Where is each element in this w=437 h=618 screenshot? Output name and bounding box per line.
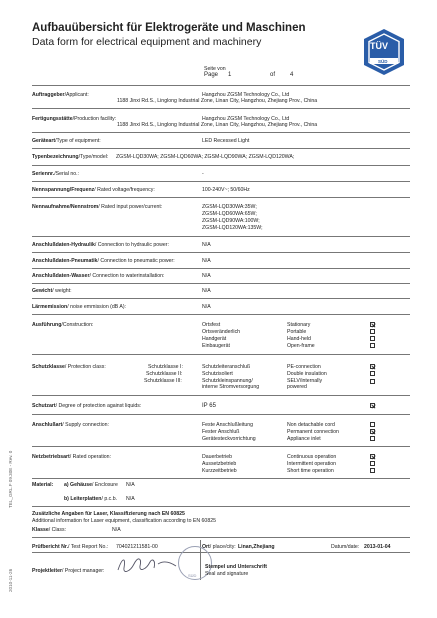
page-number: 1 (228, 72, 232, 78)
supply-label: Anschlußart/ Supply connection: (32, 422, 109, 428)
construction-de-2: Ortsveränderlich (202, 329, 241, 335)
construction-en-1: Stationary (287, 322, 311, 328)
divider (32, 108, 410, 109)
material-enclosure-label: a) Gehäuse/ Enclosure (64, 482, 118, 488)
document-title-de: Aufbauübersicht für Elektrogeräte und Maschinen (32, 22, 306, 34)
weight-label: Gewicht/ weight: (32, 288, 72, 294)
applicant-address: 1188 Jinxi Rd.S., Linglong Industrial Zone, Linan City, Hangzhou, Zhejiang Prov., China (117, 98, 318, 104)
supply-en-3: Appliance inlet (287, 436, 321, 442)
side-form-date: 2010-11-26 (8, 568, 13, 592)
power-line-1: ZGSM-LQD30WA:35W; (202, 204, 257, 210)
checkbox-appliance-inlet[interactable] (370, 436, 375, 441)
facility-name: Hangzhou ZGSM Technology Co., Ltd (202, 116, 290, 122)
power-line-3: ZGSM-LQD90WA:100W; (202, 218, 260, 224)
divider (32, 414, 410, 415)
operation-de-3: Kurzzeitbetrieb (202, 468, 237, 474)
protection-de-3: Schutzkleinspannung/ (202, 378, 253, 384)
divider (32, 283, 410, 284)
checkbox-open-frame[interactable] (370, 343, 375, 348)
voltage-value: 100-240V~; 50/60Hz (202, 187, 250, 193)
divider (32, 395, 410, 396)
protection-class-2: Schutzklasse II: (146, 371, 183, 377)
logo-text-tuv: TÜV (370, 41, 388, 51)
logo-text-sud: SÜD (378, 58, 388, 64)
weight-value: N/A (202, 288, 211, 294)
divider (32, 181, 410, 182)
construction-en-4: Open-frame (287, 343, 315, 349)
construction-label: Ausführung/Construction: (32, 322, 94, 328)
pneumatic-label: Anschlußdaten-Pneumatik/ Connection to pneumatic power: (32, 258, 175, 264)
noise-value: N/A (202, 304, 211, 310)
protection-en-2: Double insulation (287, 371, 327, 377)
page-of-label: of (270, 72, 276, 78)
supply-de-1: Feste Anschlußleitung (202, 422, 254, 428)
stamp-text: SÜD (188, 573, 197, 578)
equipment-value: LED Recessed Light (202, 138, 250, 144)
checkbox-short-time-operation[interactable] (370, 468, 375, 473)
divider (32, 252, 410, 253)
protection-class-3: Schutzklasse III: (144, 378, 182, 384)
water-value: N/A (202, 273, 211, 279)
side-form-code: TEL_GRL.F 09.30E - Rev. 0 (8, 450, 13, 508)
facility-label: Fertigungsstätte/Production facility: (32, 116, 117, 122)
power-label: Nennaufnahme/Nennstrom/ Rated input power/current: (32, 204, 163, 210)
divider (32, 148, 410, 149)
noise-label: Lärmemission/ noise emmission (dB A): (32, 304, 126, 310)
page-seite-von: Seite von (204, 66, 226, 72)
divider (32, 552, 410, 553)
supply-de-3: Gerätesteckvorrichtung (202, 436, 256, 442)
page-total: 4 (290, 72, 294, 78)
date-label: Datum/date: (331, 544, 360, 550)
checkbox-pe-connection[interactable] (370, 364, 375, 369)
hydraulic-label: Anschlußdaten-Hydraulik/ Connection to hydraulic power: (32, 242, 169, 248)
protection-en-1: PE-connection (287, 364, 321, 370)
supply-de-2: Fester Anschluß (202, 429, 240, 435)
document-title-en: Data form for electrical equipment and machinery (32, 36, 262, 48)
equipment-label: Geräteart/Type of equipment: (32, 138, 101, 144)
divider (32, 314, 410, 315)
material-pcb-label: b) Leiterplatten/ p.c.b. (64, 496, 118, 502)
model-value: ZGSM-LQD30WA; ZGSM-LQD60WA; ZGSM-LQD90WA; ZGSM-LQD120WA; (116, 154, 295, 160)
laser-class-value: N/A (112, 527, 121, 533)
operation-en-3: Short time operation (287, 468, 334, 474)
construction-en-3: Hand-held (287, 336, 311, 342)
voltage-label: Nennspannung/Frequenz/ Rated voltage/frequency: (32, 187, 155, 193)
divider (32, 236, 410, 237)
checkbox-hand-held[interactable] (370, 336, 375, 341)
stamp-label-en: Seal and signature (205, 571, 249, 577)
report-number: 704021211581-00 (116, 544, 158, 550)
material-enclosure-value: N/A (126, 482, 135, 488)
protection-de-3b: interne Stromversorgung (202, 384, 260, 390)
checkbox-intermittent-operation[interactable] (370, 461, 375, 466)
divider (32, 537, 410, 538)
place-label: Ort/ place/city: (202, 544, 236, 550)
hydraulic-value: N/A (202, 242, 211, 248)
serial-value: - (202, 171, 204, 177)
checkbox-ip[interactable] (370, 403, 375, 408)
laser-title: Zusätzliche Angaben für Laser, Klassifizierung nach EN 60825 (32, 511, 185, 517)
place-value: Linan,Zhejiang (238, 544, 275, 550)
material-label: Material: (32, 482, 54, 488)
divider (32, 354, 410, 355)
checkbox-portable[interactable] (370, 329, 375, 334)
construction-de-4: Einbaugerät (202, 343, 230, 349)
date-value: 2013-01-04 (364, 544, 391, 550)
ip-label: Schutzart/ Degree of protection against liquids: (32, 403, 142, 409)
operation-de-2: Aussetzbetrieb (202, 461, 237, 467)
power-line-4: ZGSM-LQD120WA:135W; (202, 225, 263, 231)
protection-de-2: Schutzisoliert (202, 371, 233, 377)
divider (32, 268, 410, 269)
supply-en-1: Non detachable cord (287, 422, 335, 428)
stamp-label-de: Stempel und Unterschrift (205, 564, 267, 570)
construction-de-3: Handgerät (202, 336, 227, 342)
project-manager-label: Projektleiter/ Project manager: (32, 568, 105, 574)
report-label: Prüfbericht Nr./ Test Report No.: (32, 544, 109, 550)
checkbox-double-insulation[interactable] (370, 371, 375, 376)
divider (32, 298, 410, 299)
checkbox-selv[interactable] (370, 379, 375, 384)
construction-de-1: Ortsfest (202, 322, 221, 328)
power-line-2: ZGSM-LQD60WA:65W; (202, 211, 257, 217)
laser-subtitle: Additional information for Laser equipment, classification according to EN 60825 (32, 518, 216, 524)
divider (32, 506, 410, 507)
model-label: Typenbezeichnung/Type/model: (32, 154, 109, 160)
divider (32, 165, 410, 166)
operation-de-1: Dauerbetrieb (202, 454, 232, 460)
ip-value: IP 65 (202, 403, 216, 409)
checkbox-stationary[interactable] (370, 322, 375, 327)
applicant-name: Hangzhou ZGSM Technology Co., Ltd (202, 92, 290, 98)
divider (32, 197, 410, 198)
divider (32, 132, 410, 133)
protection-class-1: Schutzklasse I: (148, 364, 183, 370)
protection-en-3: SELV/internally (287, 378, 323, 384)
divider (32, 85, 410, 86)
page-label: Page (204, 72, 219, 78)
protection-class-label: Schutzklasse/ Protection class: (32, 364, 106, 370)
serial-label: Seriennr./Serial no.: (32, 171, 80, 177)
divider (32, 478, 410, 479)
divider (32, 446, 410, 447)
operation-en-1: Continuous operation (287, 454, 337, 460)
protection-de-1: Schutzleiteranschluß (202, 364, 251, 370)
facility-address: 1188 Jinxi Rd.S., Linglong Industrial Zone, Linan City, Hangzhou, Zhejiang Prov., China (117, 122, 318, 128)
protection-en-3b: powered (287, 384, 307, 390)
supply-en-2: Permanent connection (287, 429, 339, 435)
operation-label: Netzbetriebsart/ Rated operation: (32, 454, 112, 460)
water-label: Anschlußdaten-Wasser/ Connection to waterinstallation: (32, 273, 165, 279)
applicant-label: Auftraggeber/Applicant: (32, 92, 89, 98)
checkbox-non-detachable-cord[interactable] (370, 422, 375, 427)
operation-en-2: Intermittent operation (287, 461, 337, 467)
material-pcb-value: N/A (126, 496, 135, 502)
construction-en-2: Portable (287, 329, 307, 335)
pneumatic-value: N/A (202, 258, 211, 264)
checkbox-permanent-connection[interactable] (370, 429, 375, 434)
checkbox-continuous-operation[interactable] (370, 454, 375, 459)
tuv-sud-logo (364, 29, 404, 75)
laser-class-label: Klasse/ Class: (32, 527, 67, 533)
